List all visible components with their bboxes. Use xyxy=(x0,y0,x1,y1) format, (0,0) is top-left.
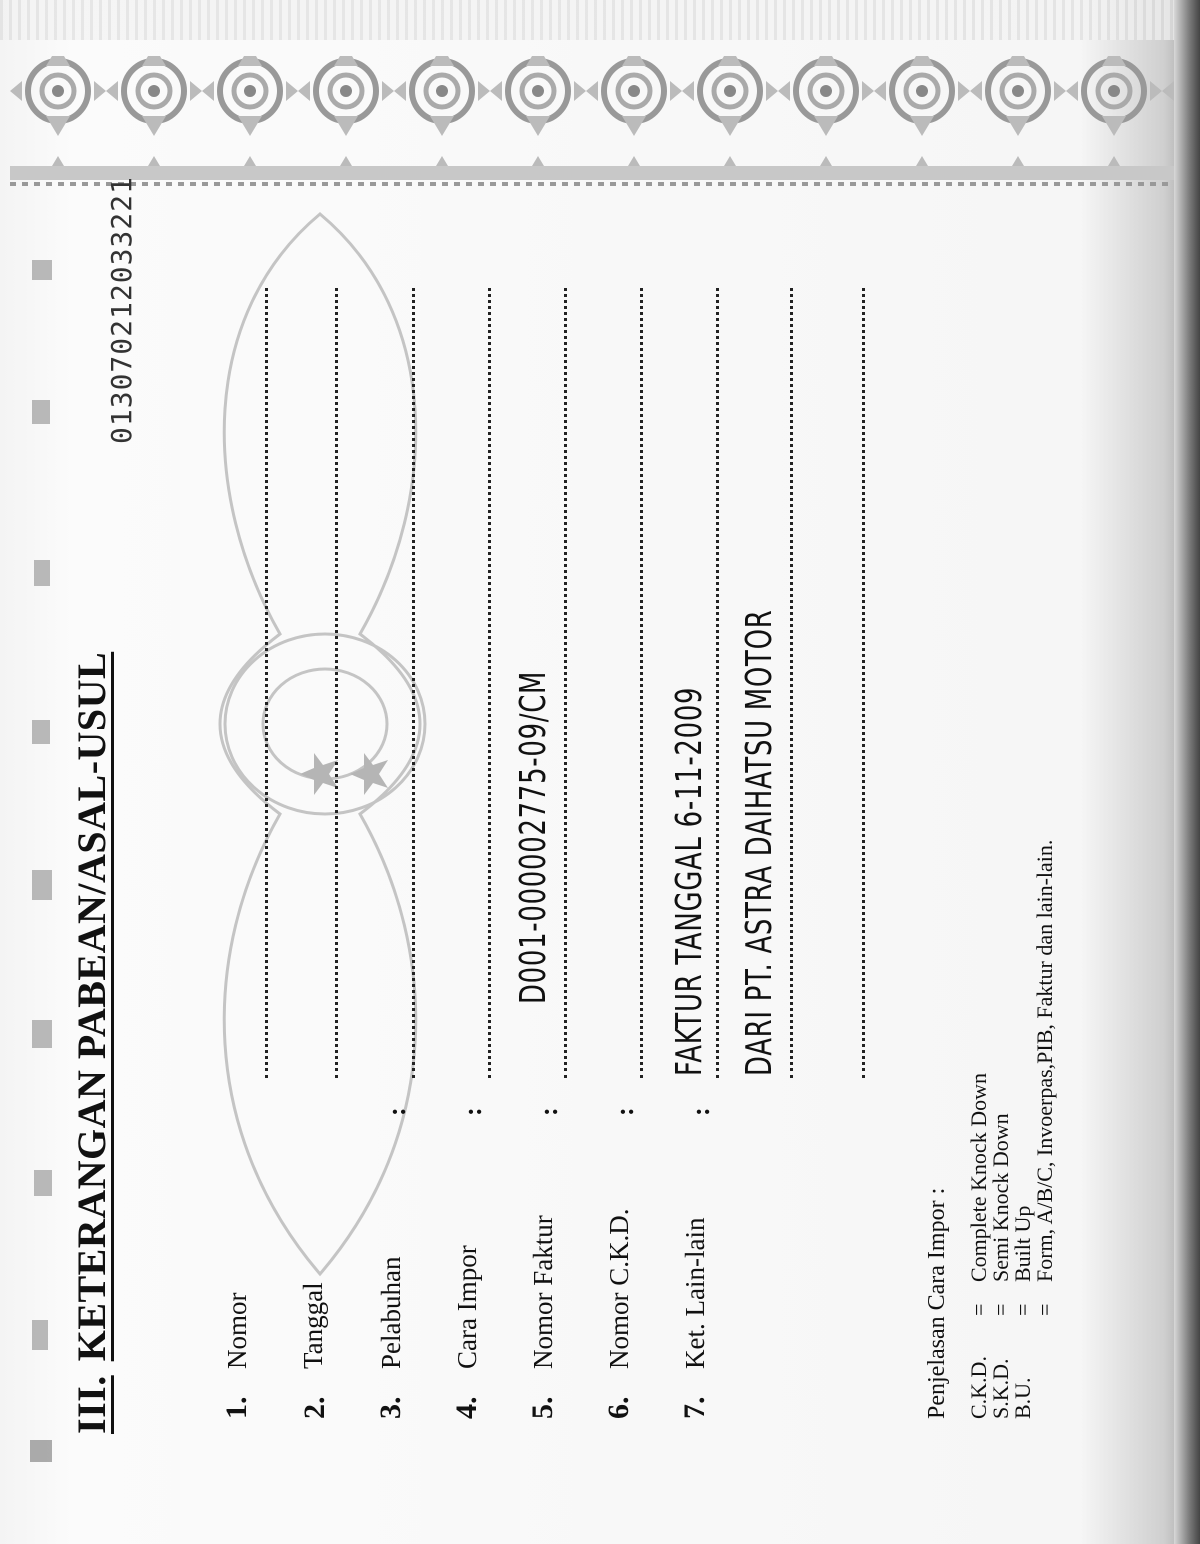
explanation-title: Penjelasan Cara Impor : xyxy=(924,1187,950,1419)
field-7-number: 7. xyxy=(678,1396,711,1419)
explanation-eq-skd: = xyxy=(988,1303,1013,1316)
field-2-label: Tanggal xyxy=(298,1282,328,1369)
field-7-label: Ket. Lain-lain xyxy=(680,1217,710,1369)
field-6-colon: : xyxy=(610,1107,639,1116)
field-7-dotted-line-2 xyxy=(790,288,793,1078)
field-4-dotted-line xyxy=(488,288,491,1078)
field-4-number: 4. xyxy=(450,1396,483,1419)
field-7-dotted-line-1 xyxy=(716,288,719,1078)
field-1-label: Nomor xyxy=(222,1292,252,1369)
explanation-code-skd: S.K.D. xyxy=(988,1358,1013,1419)
field-1-number: 1. xyxy=(220,1396,253,1419)
field-3-dotted-line xyxy=(412,288,415,1078)
field-2-number: 2. xyxy=(298,1396,331,1419)
field-7-value-line1: FAKTUR TANGGAL 6-11-2009 xyxy=(669,686,710,1076)
field-4-colon: : xyxy=(458,1107,487,1116)
field-4-label: Cara Impor xyxy=(452,1245,482,1369)
section-number: III. xyxy=(69,1375,114,1434)
field-6-label: Nomor C.K.D. xyxy=(604,1208,634,1369)
field-5-label: Nomor Faktur xyxy=(528,1215,558,1369)
field-7-value-line2: DARI PT. ASTRA DAIHATSU MOTOR xyxy=(739,609,780,1076)
explanation-desc-other: Form, A/B/C, Invoerpas,PIB, Faktur dan lain-lain. xyxy=(1032,839,1057,1282)
explanation-eq-bu: = xyxy=(1010,1303,1035,1316)
field-3-number: 3. xyxy=(374,1396,407,1419)
explanation-code-ckd: C.K.D. xyxy=(966,1356,991,1419)
field-2-dotted-line xyxy=(335,288,338,1078)
field-7-colon: : xyxy=(686,1107,715,1116)
field-3-label: Pelabuhan xyxy=(376,1256,406,1369)
explanation-desc-bu: Built Up xyxy=(1010,1205,1035,1282)
field-5-dotted-line xyxy=(564,288,567,1078)
field-3-colon: : xyxy=(382,1107,411,1116)
section-title xyxy=(69,651,114,1434)
section-title-text: KETERANGAN PABEAN/ASAL-USUL xyxy=(69,651,114,1362)
field-5-number: 5. xyxy=(526,1396,559,1419)
field-6-number: 6. xyxy=(602,1396,635,1419)
field-5-value: D001-000002775-09/CM xyxy=(513,670,554,1004)
field-5-colon: : xyxy=(534,1107,563,1116)
field-7-dotted-line-3 xyxy=(862,288,865,1078)
explanation-code-bu: B.U. xyxy=(1010,1377,1035,1419)
explanation-desc-skd: Semi Knock Down xyxy=(988,1113,1013,1282)
field-1-dotted-line xyxy=(265,288,268,1078)
explanation-desc-ckd: Complete Knock Down xyxy=(966,1073,991,1282)
explanation-eq-ckd: = xyxy=(966,1303,991,1316)
explanation-eq-other: = xyxy=(1032,1303,1057,1316)
serial-number: 013070212033221 xyxy=(105,176,138,444)
coat-of-arms-watermark xyxy=(160,194,480,1314)
field-6-dotted-line xyxy=(640,288,643,1078)
